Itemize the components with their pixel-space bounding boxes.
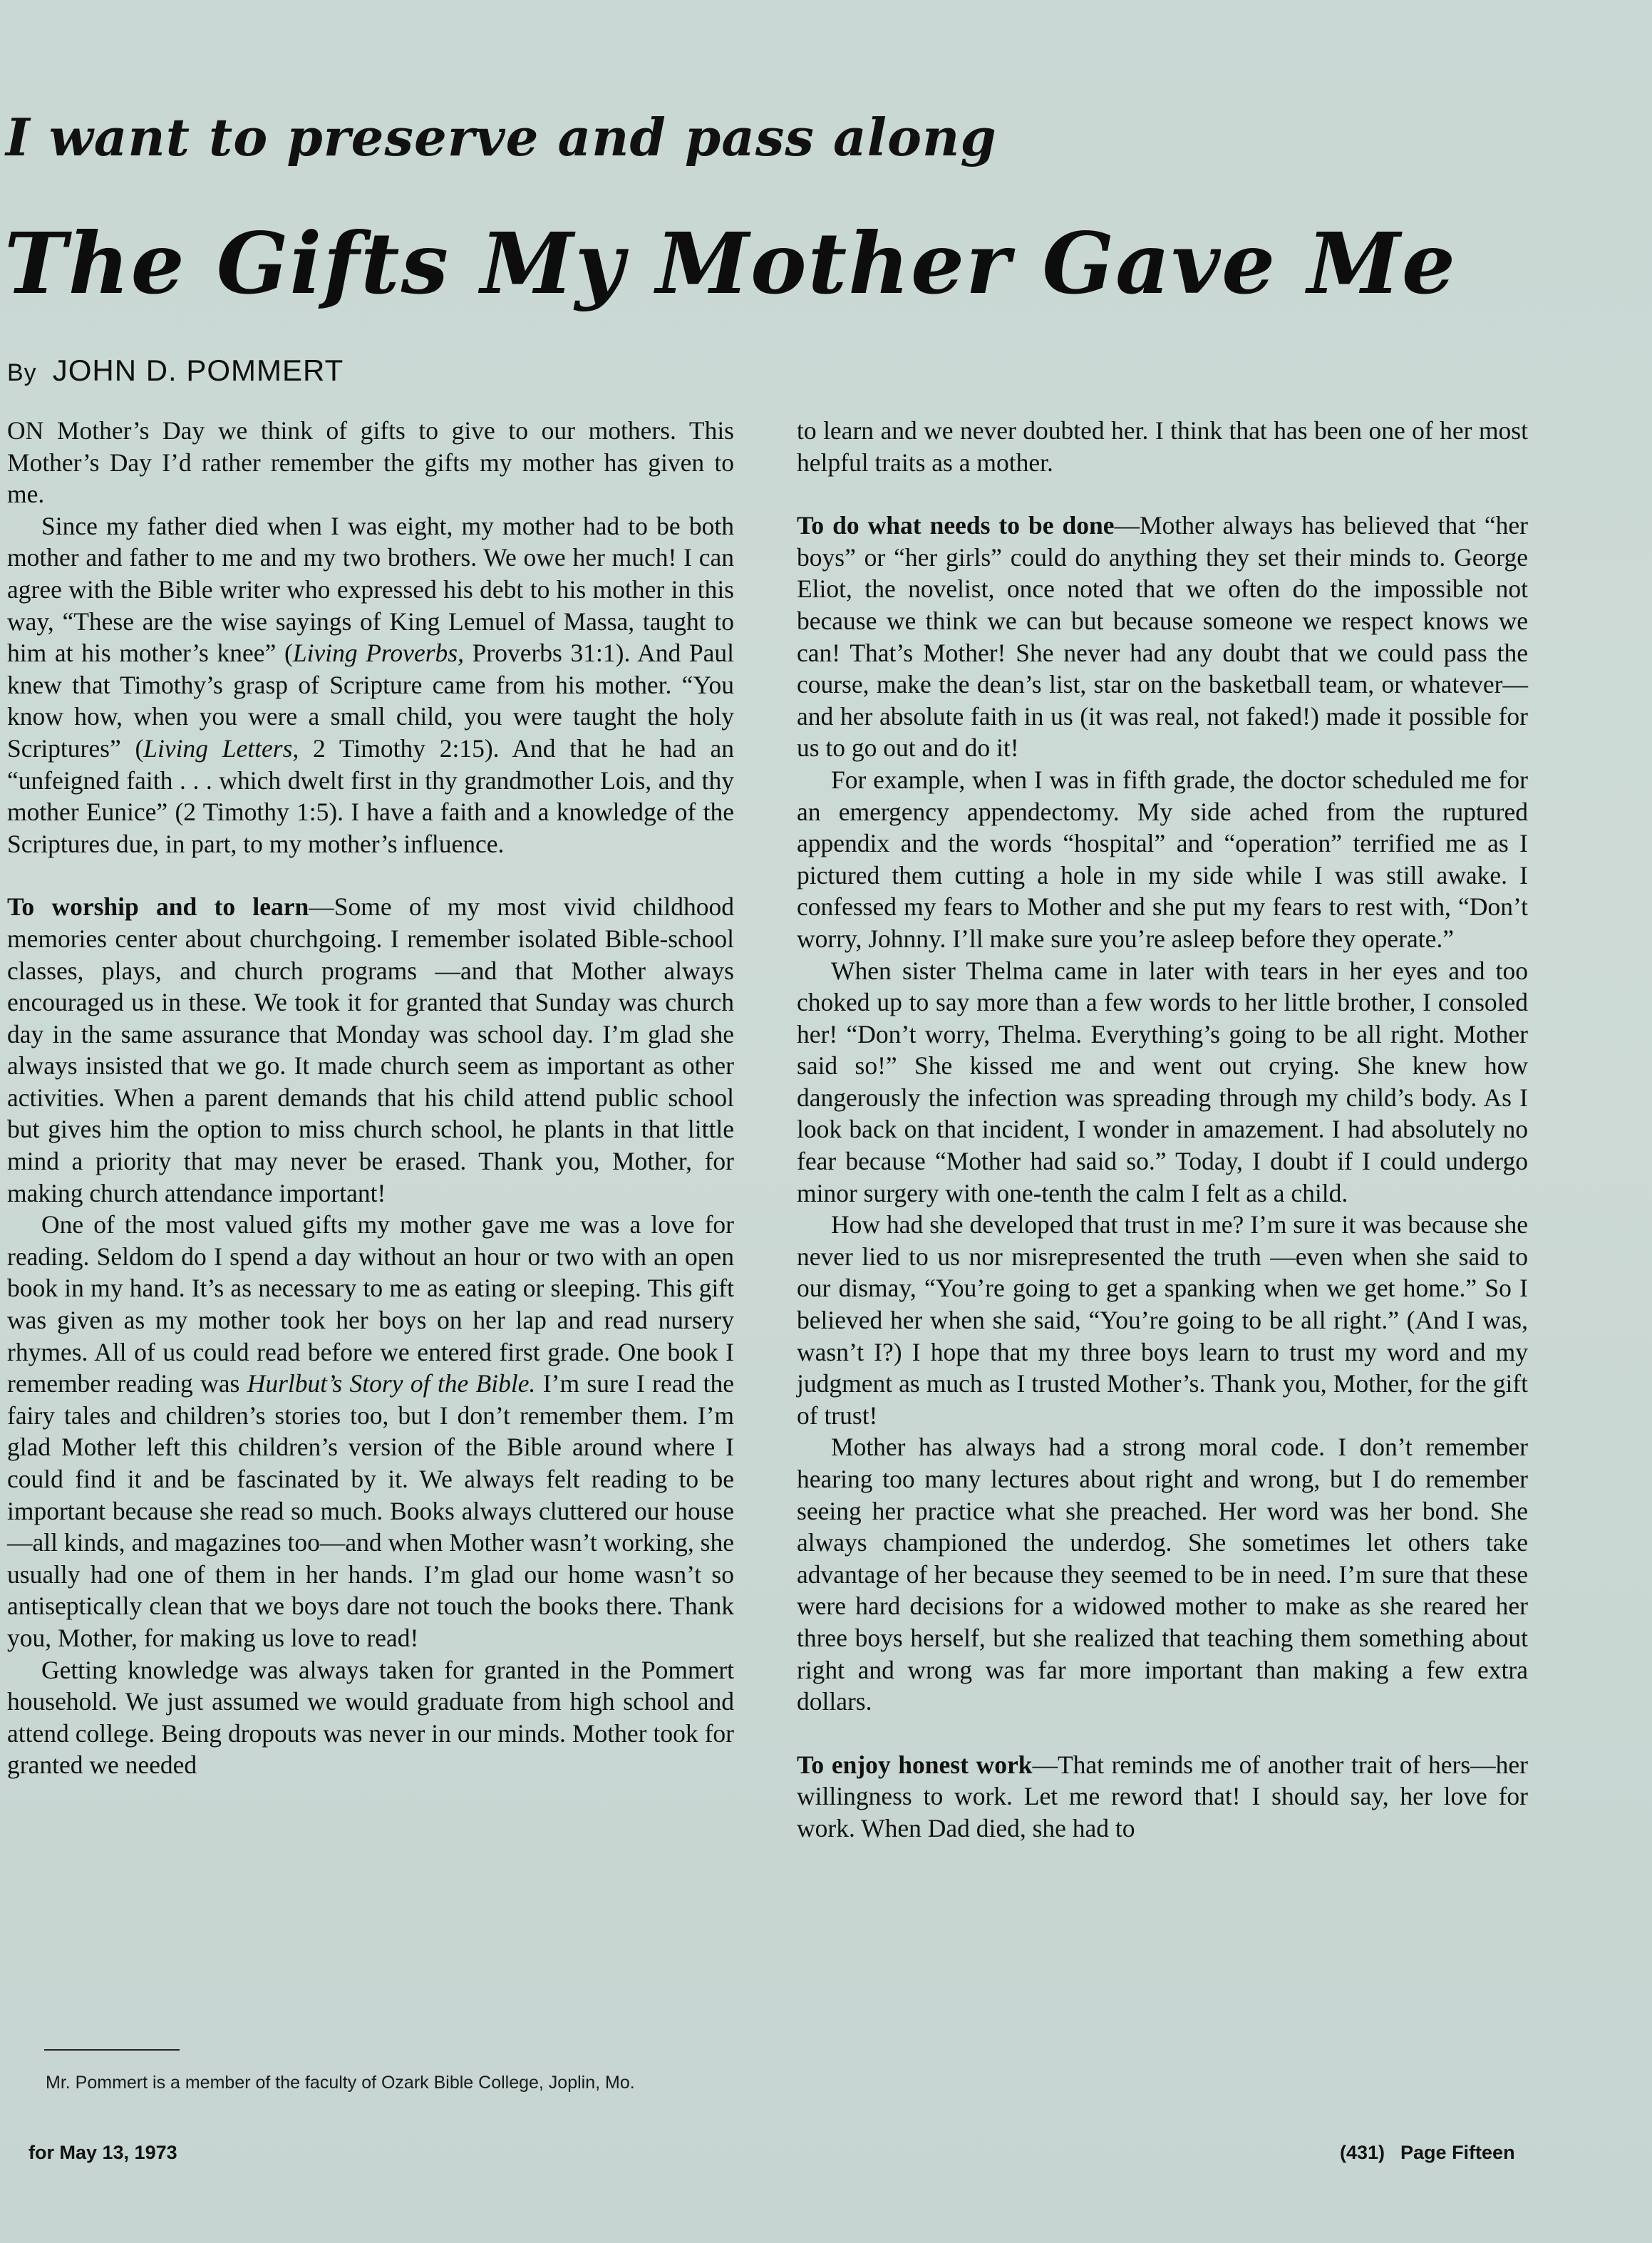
- author-name: JOHN D. POMMERT: [52, 354, 344, 387]
- author-footnote: Mr. Pommert is a member of the faculty of Ozark Bible College, Joplin, Mo.: [46, 2073, 635, 2093]
- byline-prefix: By: [7, 359, 37, 386]
- footnote-rule: [44, 2049, 180, 2051]
- left-column: [7, 415, 734, 1781]
- issue-date: for May 13, 1973: [29, 2142, 177, 2163]
- section-heading-work: To enjoy honest work: [797, 1750, 1033, 1779]
- kicker-line: I want to preserve and pass along: [6, 107, 997, 167]
- paragraph-appendectomy: For example, when I was in fifth grade, the doctor scheduled me for an emergency appendectomy. My side ached from the ruptured appendix and the words “hospital” and “operation” terrified me as I pictured them cutting a hole in my side while I was still awake. I confessed my fears to Mother and she put my fears to rest with, “Don’t worry, Johnny. I’ll make sure you’re asleep before they operate.”: [797, 765, 1528, 953]
- page-label: Page Fifteen: [1400, 2142, 1515, 2163]
- paragraph-worship: To worship and to learn—Some of my most vivid childhood memories center about churchgoing. I remember isolated Bible-school classes, plays, and church programs —and that Mother always encouraged us in these. We took it for granted that Sunday was church day in the same assurance that Monday was school day. I’m glad she always insisted that we go. It made church seem as important as other activities. When a parent demands that his child attend public school but gives him the option to miss church school, he plants in that little mind a priority that may never be erased. Thank you, Mother, for making church attendance important!: [7, 892, 734, 1207]
- paragraph-knowledge: Getting knowledge was always taken for granted in the Pommert household. We just assumed we would graduate from high school and attend college. Being dropouts was never in our minds. Mother took for granted we needed: [7, 1655, 734, 1780]
- page-folio: [1340, 2142, 1515, 2164]
- page-number: (431): [1340, 2142, 1385, 2163]
- paragraph-trust: How had she developed that trust in me? I’m sure it was because she never lied to us nor misrepresented the truth —even when she said to our dismay, “You’re going to get a spanking when we get home.” So I believed her when she said, “You’re going to be all right.” (And I was, wasn’t I?) I hope that my three boys learn to trust my word and my judgment as much as I trusted Mother’s. Thank you, Mother, for the gift of trust!: [797, 1210, 1528, 1430]
- section-heading-needs: To do what needs to be done: [797, 511, 1115, 540]
- paragraph-thelma: When sister Thelma came in later with tears in her eyes and too choked up to say more than a few words to her little brother, I consoled her! “Don’t worry, Thelma. Everything’s going to be all right. Mother said so!” She kissed me and went out crying. She knew how dangerously the infection was spreading through my child’s body. As I look back on that incident, I wonder in amazement. I had absolutely no fear because “Mother had said so.” Today, I doubt if I could undergo minor surgery with one-tenth the calm I felt as a child.: [797, 956, 1528, 1207]
- byline: [7, 354, 344, 388]
- section-heading-worship: To worship and to learn: [7, 892, 309, 922]
- paragraph-moral-code: Mother has always had a strong moral code. I don’t remember hearing too many lectures about right and wrong, but I do remember seeing her practice what she preached. Her word was her bond. She always championed the underdog. She sometimes let others take advantage of her because they seemed to be in need. I’m sure that these were hard decisions for a widowed mother to make as she reared her three boys herself, but she realized that teaching them something about right and wrong was far more important than making a few extra dollars.: [797, 1433, 1528, 1716]
- paragraph-reading: One of the most valued gifts my mother gave me was a love for reading. Seldom do I spend a day without an hour or two with an open book in my hand. It’s as necessary to me as eating or sleeping. This gift was given as my mother took her boys on her lap and read nursery rhymes. All of us could read before we entered first grade. One book I remember reading was Hurlbut’s Story of the Bible. I’m sure I read the fairy tales and children’s stories too, but I don’t remember them. I’m glad Mother left this children’s version of the Bible around where I could find it and be fascinated by it. We always felt reading to be important because she read so much. Books always cluttered our house—all kinds, and magazines too—and when Mother wasn’t working, she usually had one of them in her hands. I’m glad our home wasn’t so antiseptically clean that we boys dare not touch the books there. Thank you, Mother, for making us love to read!: [7, 1210, 734, 1652]
- paragraph-needs: To do what needs to be done—Mother always has believed that “her boys” or “her girls” could do anything they set their minds to. George Eliot, the novelist, once noted that we often do the impossible not because we think we can but because someone we respect knows we can! That’s Mother! She never had any doubt that we could pass the course, make the dean’s list, star on the basketball team, or whatever—and her absolute faith in us (it was real, not faked!) made it possible for us to go out and do it!: [797, 511, 1528, 763]
- paragraph-intro: ON Mother’s Day we think of gifts to give to our mothers. This Mother’s Day I’d rather remember the gifts my mother has given to me.: [7, 416, 734, 509]
- article-title: The Gifts My Mother Gave Me: [4, 214, 1457, 313]
- paragraph-continued: to learn and we never doubted her. I think that has been one of her most helpful traits as a mother.: [797, 416, 1528, 477]
- paragraph-work: To enjoy honest work—That reminds me of another trait of hers—her willingness to work. Let me reword that! I should say, her love for work. When Dad died, she had to: [797, 1750, 1528, 1842]
- right-column: [797, 415, 1528, 1845]
- paragraph-father: Since my father died when I was eight, my mother had to be both mother and father to me and my two brothers. We owe her much! I can agree with the Bible writer who expressed his debt to his mother in this way, “These are the wise sayings of King Lemuel of Massa, taught to him at his mother’s knee” (Living Proverbs, Proverbs 31:1). And Paul knew that Timothy’s grasp of Scripture came from his mother. “You know how, when you were a small child, you were taught the holy Scriptures” (Living Letters, 2 Timothy 2:15). And that he had an “unfeigned faith . . . which dwelt first in thy grandmother Lois, and thy mother Eunice” (2 Timothy 1:5). I have a faith and a knowledge of the Scriptures due, in part, to my mother’s influence.: [7, 511, 735, 858]
